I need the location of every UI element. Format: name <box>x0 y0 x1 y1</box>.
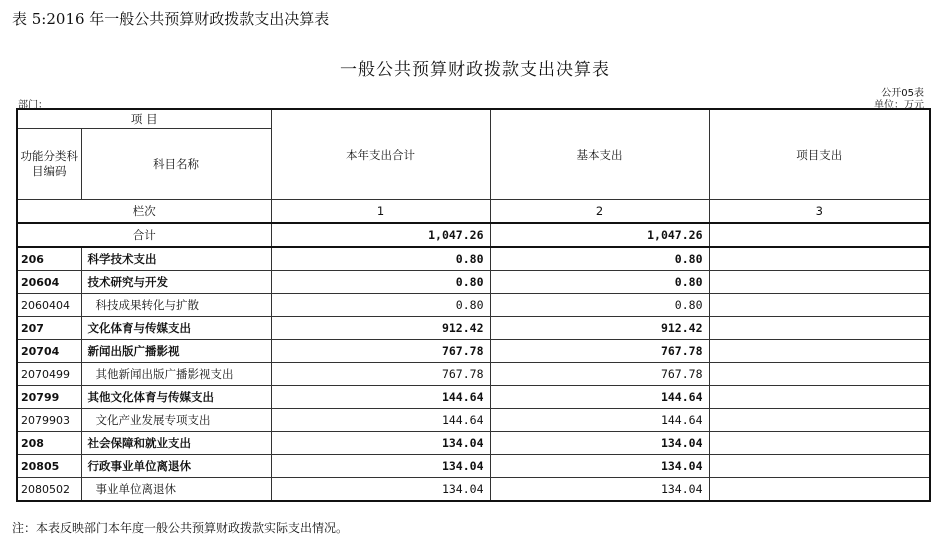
row-total: 134.04 <box>271 455 490 478</box>
header-total: 本年支出合计 <box>271 109 490 200</box>
table-row <box>17 340 930 363</box>
row-basic: 134.04 <box>490 432 709 455</box>
footnote: 注：本表反映部门本年度一般公共预算财政拨款实际支出情况。 <box>12 521 349 535</box>
row-basic: 134.04 <box>490 478 709 502</box>
row-total: 134.04 <box>271 432 490 455</box>
row-code: 2079903 <box>17 409 81 432</box>
row-total: 144.64 <box>271 409 490 432</box>
row-total: 767.78 <box>271 363 490 386</box>
column-index-2: 2 <box>490 200 709 224</box>
table-row <box>17 478 930 502</box>
table-row <box>17 432 930 455</box>
column-index-3: 3 <box>709 200 930 224</box>
row-basic: 0.80 <box>490 294 709 317</box>
row-project <box>709 432 930 455</box>
page-title: 一般公共预算财政拨款支出决算表 <box>340 60 610 80</box>
row-basic: 767.78 <box>490 340 709 363</box>
row-subject-name: 其他新闻出版广播影视支出 <box>81 363 271 386</box>
row-basic: 144.64 <box>490 386 709 409</box>
row-project <box>709 317 930 340</box>
row-subject-name: 新闻出版广播影视 <box>81 340 271 363</box>
row-total: 0.80 <box>271 271 490 294</box>
row-code: 206 <box>17 247 81 271</box>
row-code: 2070499 <box>17 363 81 386</box>
row-subject-name: 文化产业发展专项支出 <box>81 409 271 432</box>
row-basic: 0.80 <box>490 247 709 271</box>
total-value: 1,047.26 <box>271 223 490 247</box>
table-row <box>17 455 930 478</box>
row-basic: 0.80 <box>490 271 709 294</box>
row-code: 207 <box>17 317 81 340</box>
row-subject-name: 行政事业单位离退休 <box>81 455 271 478</box>
row-total: 0.80 <box>271 294 490 317</box>
column-index-label: 栏次 <box>17 200 271 224</box>
total-row <box>17 223 930 247</box>
unit-label: 单位：万元 <box>874 100 924 111</box>
row-subject-name: 社会保障和就业支出 <box>81 432 271 455</box>
row-total: 767.78 <box>271 340 490 363</box>
header-basic: 基本支出 <box>490 109 709 200</box>
row-basic: 144.64 <box>490 409 709 432</box>
row-subject-name: 事业单位离退休 <box>81 478 271 502</box>
table-row <box>17 409 930 432</box>
row-project <box>709 386 930 409</box>
row-subject-name: 技术研究与开发 <box>81 271 271 294</box>
row-subject-name: 文化体育与传媒支出 <box>81 317 271 340</box>
row-code: 20704 <box>17 340 81 363</box>
header-project-expenditure: 项目支出 <box>709 109 930 200</box>
row-total: 134.04 <box>271 478 490 502</box>
form-code: 公开05表 <box>881 88 924 99</box>
row-total: 144.64 <box>271 386 490 409</box>
table-row <box>17 247 930 271</box>
table-row <box>17 294 930 317</box>
row-code: 2080502 <box>17 478 81 502</box>
header-project: 项 目 <box>17 109 271 129</box>
header-func-code: 功能分类科目编码 <box>17 129 81 200</box>
row-subject-name: 其他文化体育与传媒支出 <box>81 386 271 409</box>
row-project <box>709 455 930 478</box>
project-value <box>709 223 930 247</box>
table-row <box>17 317 930 340</box>
row-code: 20805 <box>17 455 81 478</box>
row-code: 208 <box>17 432 81 455</box>
row-code: 20604 <box>17 271 81 294</box>
row-subject-name: 科学技术支出 <box>81 247 271 271</box>
row-basic: 767.78 <box>490 363 709 386</box>
row-project <box>709 363 930 386</box>
row-total: 912.42 <box>271 317 490 340</box>
department-label: 部门： <box>18 100 48 111</box>
table-row <box>17 271 930 294</box>
table-row <box>17 363 930 386</box>
expenditure-table <box>16 108 931 502</box>
total-label: 合计 <box>17 223 271 247</box>
row-project <box>709 247 930 271</box>
row-subject-name: 科技成果转化与扩散 <box>81 294 271 317</box>
table-caption: 表 5:2016 年一般公共预算财政拨款支出决算表 <box>12 10 330 28</box>
row-basic: 912.42 <box>490 317 709 340</box>
row-basic: 134.04 <box>490 455 709 478</box>
row-total: 0.80 <box>271 247 490 271</box>
row-code: 2060404 <box>17 294 81 317</box>
row-project <box>709 478 930 502</box>
row-code: 20799 <box>17 386 81 409</box>
column-index-1: 1 <box>271 200 490 224</box>
basic-value: 1,047.26 <box>490 223 709 247</box>
header-subject-name: 科目名称 <box>81 129 271 200</box>
row-project <box>709 271 930 294</box>
row-project <box>709 340 930 363</box>
row-project <box>709 409 930 432</box>
table-row <box>17 386 930 409</box>
row-project <box>709 294 930 317</box>
